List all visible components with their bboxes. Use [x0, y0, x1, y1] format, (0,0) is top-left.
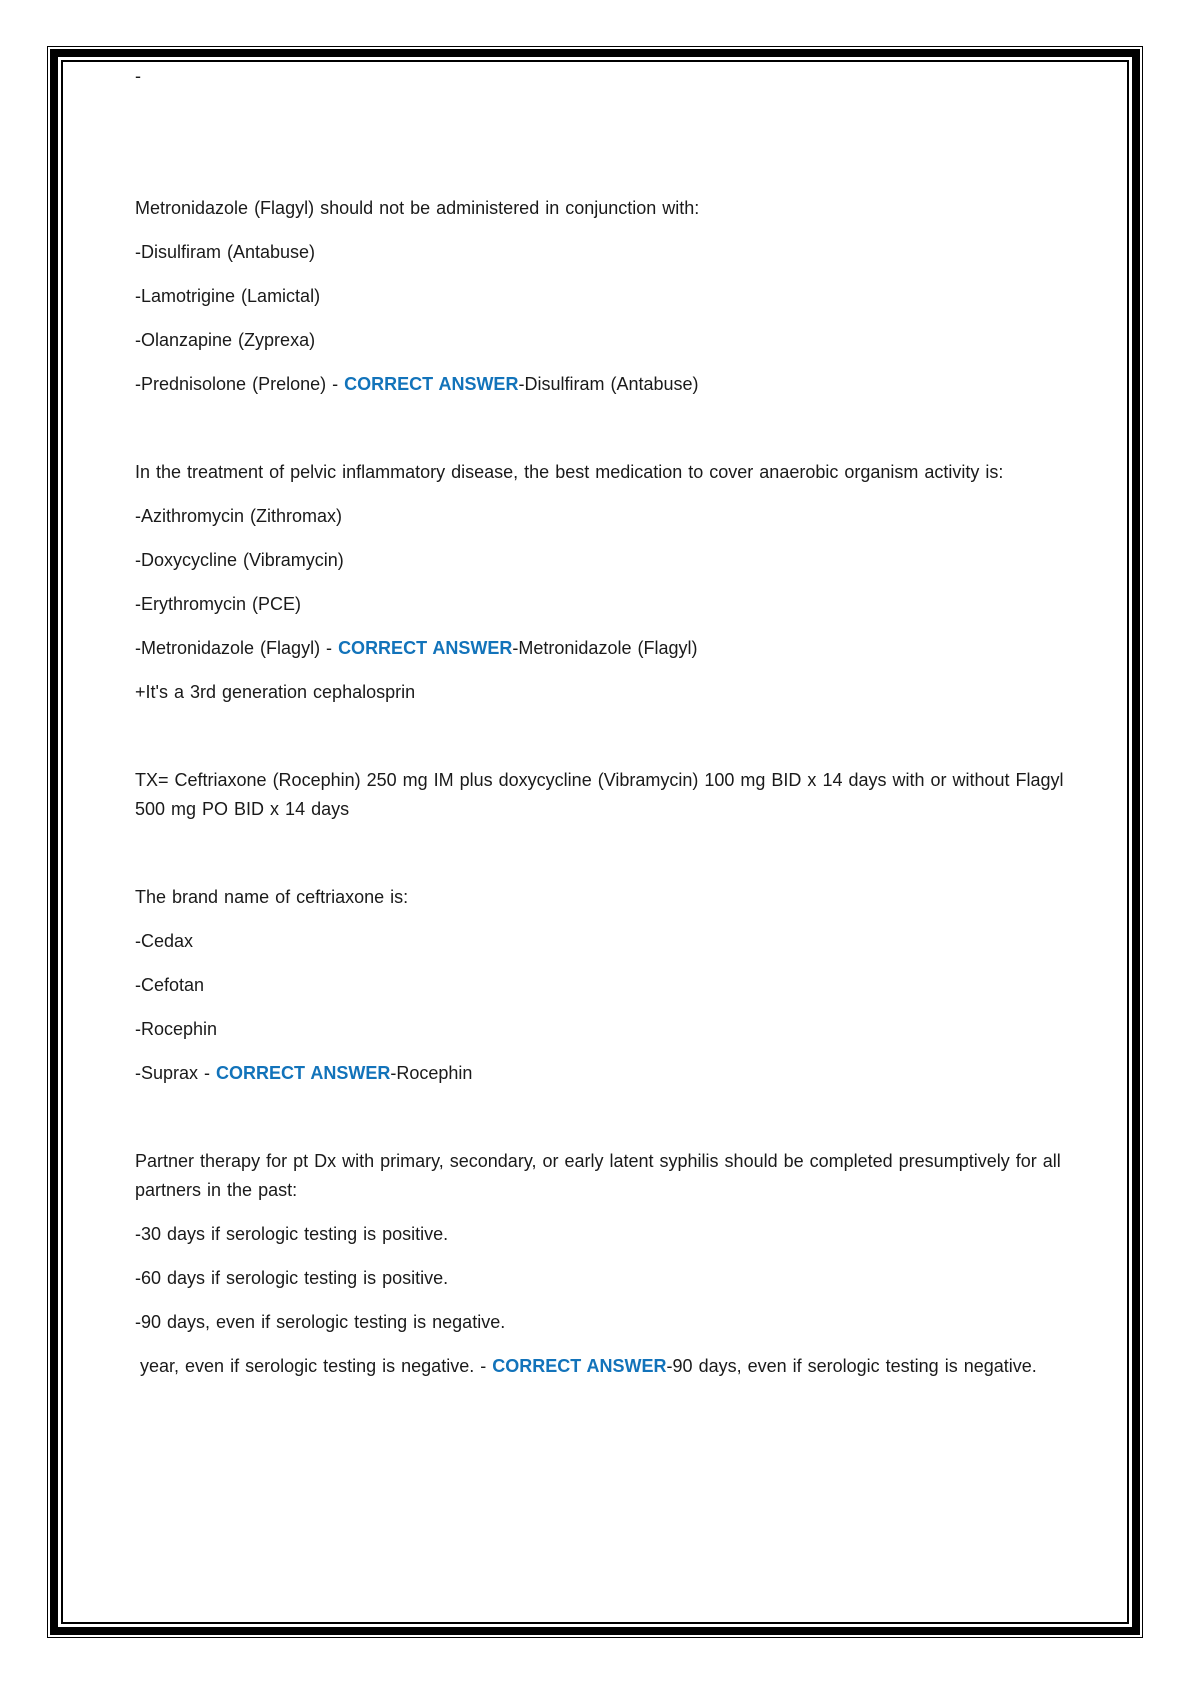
paragraph [135, 106, 1065, 135]
text-run: The brand name of ceftriaxone is: [135, 887, 409, 907]
text-run: -Lamotrigine (Lamictal) [135, 286, 321, 306]
paragraph [135, 414, 1065, 443]
text-run: -Cedax [135, 931, 194, 951]
paragraph [135, 766, 1070, 824]
text-run: -60 days if serologic testing is positive. [135, 1268, 449, 1288]
paragraph [135, 883, 1065, 912]
paragraph [135, 839, 1065, 868]
text-run: +It's a 3rd generation cephalosprin [135, 682, 416, 702]
paragraph [135, 62, 1065, 91]
paragraph [135, 150, 1065, 179]
text-run: -Disulfiram (Antabuse) [518, 374, 699, 394]
text-run: -Cefotan [135, 975, 205, 995]
paragraph [135, 722, 1065, 751]
paragraph [135, 678, 1065, 707]
paragraph [135, 927, 1065, 956]
paragraph [135, 1308, 1065, 1337]
text-run: -Rocephin [135, 1019, 218, 1039]
paragraph [135, 326, 1065, 355]
document-content [135, 62, 1070, 1381]
page-border-thick-band [50, 49, 1140, 1635]
text-run: -Disulfiram (Antabuse) [135, 242, 316, 262]
paragraph [135, 590, 1065, 619]
text-run: -Rocephin [390, 1063, 473, 1083]
paragraph [135, 634, 1065, 663]
paragraph [135, 458, 1065, 487]
text-run: -Azithromycin (Zithromax) [135, 506, 343, 526]
text-run: -Erythromycin (PCE) [135, 594, 302, 614]
text-run: -30 days if serologic testing is positive. [135, 1224, 449, 1244]
paragraph [135, 1264, 1065, 1293]
text-run: Partner therapy for pt Dx with primary, secondary, or early latent syphilis should be completed presumptively for all partners in the past: [135, 1151, 1067, 1200]
paragraph [135, 1059, 1065, 1088]
paragraph [135, 1147, 1065, 1205]
correct-answer-label: CORRECT ANSWER [216, 1063, 391, 1083]
text-run: -Metronidazole (Flagyl) - [135, 638, 339, 658]
text-run: -90 days, even if serologic testing is negative. [135, 1312, 506, 1332]
text-run: -Metronidazole (Flagyl) [512, 638, 698, 658]
paragraph [135, 370, 1065, 399]
paragraph [135, 1220, 1065, 1249]
paragraph [135, 1352, 1065, 1381]
correct-answer-label: CORRECT ANSWER [492, 1356, 667, 1376]
text-run: year, even if serologic testing is negative. - [135, 1356, 493, 1376]
text-run: TX= Ceftriaxone (Rocephin) 250 mg IM plus doxycycline (Vibramycin) 100 mg BID x 14 days with or without Flagyl 500 mg PO BID x 14 days [135, 770, 1070, 819]
text-run: -90 days, even if serologic testing is negative. [666, 1356, 1037, 1376]
correct-answer-label: CORRECT ANSWER [344, 374, 519, 394]
page-border-frame [47, 46, 1143, 1638]
page-border-inner-line [61, 60, 1129, 1624]
paragraph [135, 971, 1065, 1000]
paragraph [135, 502, 1065, 531]
text-run: In the treatment of pelvic inflammatory disease, the best medication to cover anaerobic organism activity is: [135, 462, 1004, 482]
paragraph [135, 194, 1065, 223]
correct-answer-label: CORRECT ANSWER [338, 638, 513, 658]
text-run: -Prednisolone (Prelone) - [135, 374, 345, 394]
paragraph [135, 546, 1065, 575]
paragraph [135, 238, 1065, 267]
text-run: Metronidazole (Flagyl) should not be administered in conjunction with: [135, 198, 700, 218]
paragraph [135, 1103, 1065, 1132]
paragraph [135, 1015, 1065, 1044]
text-run: - [135, 66, 141, 86]
paragraph [135, 282, 1065, 311]
text-run: -Suprax - [135, 1063, 217, 1083]
text-run: -Olanzapine (Zyprexa) [135, 330, 316, 350]
text-run: -Doxycycline (Vibramycin) [135, 550, 344, 570]
